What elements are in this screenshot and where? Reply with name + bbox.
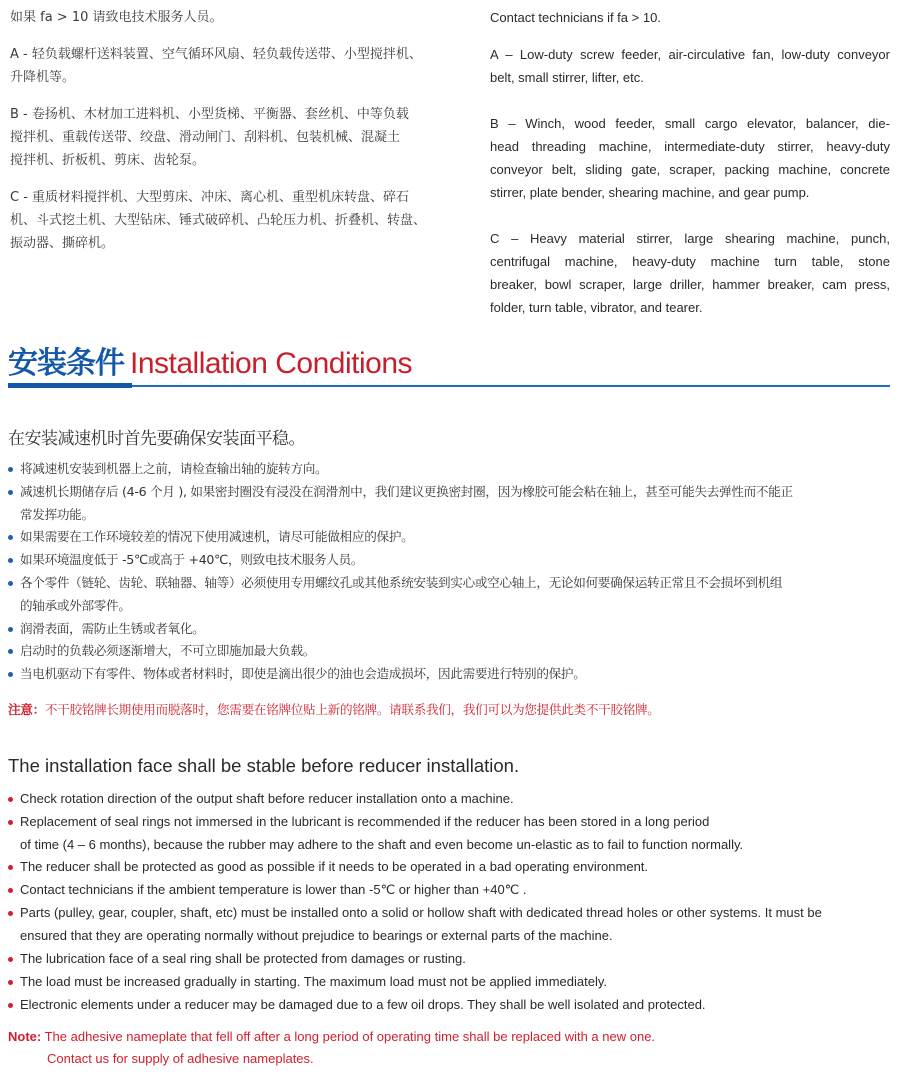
en-contact-text: Contact technicians if fa > 10.	[490, 10, 661, 25]
zh-class-b-line: 搅拌机、重载传送带、绞盘、滑动闸门、刮料机、包装机械、混凝土	[10, 130, 401, 145]
bullet-icon	[8, 865, 13, 870]
zh-class-a-line: A - 轻负载螺杆送料装置、空气循环风扇、轻负载传送带、小型搅拌机、	[10, 47, 422, 62]
bullet-icon	[8, 888, 13, 893]
en-class-a-line: A – Low-duty screw feeder, air-circulative fan, low-duty conveyor	[490, 47, 890, 62]
en-class-c-line: folder, turn table, vibrator, and tearer.	[490, 300, 703, 315]
zh-list-item: 如果需要在工作环境较差的情况下使用减速机，请尽可能做相应的保护。	[8, 526, 893, 549]
en-class-b-line: B – Winch, wood feeder, small cargo elevator, balancer, die-	[490, 116, 890, 131]
zh-class-c-line: C - 重质材料搅拌机、大型剪床、冲床、离心机、重型机床转盘、碎石	[10, 190, 410, 205]
bullet-icon	[8, 490, 13, 495]
bullet-icon	[8, 627, 13, 632]
bullet-icon	[8, 980, 13, 985]
zh-class-b-line: 搅拌机、折板机、剪床、齿轮泵。	[10, 153, 206, 168]
bullet-icon	[8, 558, 13, 563]
en-class-b-line: head threading machine, intermediate-duty stirrer, heavy-duty	[490, 139, 890, 154]
right-column-en	[490, 6, 890, 319]
section-heading	[8, 338, 412, 380]
zh-bullet-list	[8, 458, 893, 686]
zh-list-item: 如果环境温度低于 -5℃或高于 +40℃，则致电技术服务人员。	[8, 549, 893, 572]
zh-note-label: 注意：	[8, 702, 45, 717]
zh-list-item: 当电机驱动下有零件、物体或者材料时，即使是滴出很少的油也会造成损坏，因此需要进行特别的保护。	[8, 663, 893, 686]
en-note-line: The adhesive nameplate that fell off after a long period of operating time shall be replaced with a new one.	[44, 1029, 656, 1044]
bullet-icon	[8, 957, 13, 962]
zh-list-item: 各个零件（链轮、齿轮、联轴器、轴等）必须使用专用螺纹孔或其他系统安装到实心或空心轴上，无论如何要确保运转正常且不会损坏到机组 的轴承或外部零件。	[8, 572, 893, 618]
heading-zh: 安装条件	[8, 346, 124, 381]
heading-accent-bar	[8, 383, 132, 388]
heading-divider	[130, 385, 890, 387]
bullet-icon	[8, 1003, 13, 1008]
heading-en: Installation Conditions	[130, 347, 413, 380]
zh-contact-text: 如果 fa > 10 请致电技术服务人员。	[10, 10, 223, 25]
zh-list-item: 将减速机安装到机器上之前，请检查输出轴的旋转方向。	[8, 458, 893, 481]
en-note	[8, 1026, 655, 1070]
zh-class-c-line: 机、斗式挖土机、大型钻床、锤式破碎机、凸轮压力机、折叠机、转盘、	[10, 213, 427, 228]
bullet-icon	[8, 581, 13, 586]
zh-note	[8, 699, 660, 718]
en-note-label: Note:	[8, 1029, 42, 1044]
bullet-icon	[8, 535, 13, 540]
zh-note-text: 不干胶铭牌长期使用而脱落时，您需要在铭牌位贴上新的铭牌。请联系我们，我们可以为您提供此类不干胶铭牌。	[44, 702, 660, 717]
zh-class-a-line: 升降机等。	[10, 70, 76, 85]
zh-list-item: 启动时的负载必须逐渐增大，不可立即施加最大负载。	[8, 640, 893, 663]
en-list-item: Check rotation direction of the output shaft before reducer installation onto a machine.	[8, 788, 893, 811]
en-list-item: Contact technicians if the ambient temperature is lower than -5℃ or higher than +40℃ .	[8, 879, 893, 902]
en-class-b-line: stirrer, plate bender, shearing machine, and gear pump.	[490, 185, 810, 200]
zh-class-c-line: 振动器、撕碎机。	[10, 236, 115, 251]
en-list-item: The lubrication face of a seal ring shall be protected from damages or rusting.	[8, 948, 893, 971]
zh-class-b-line: B - 卷扬机、木材加工进料机、小型货梯、平衡器、套丝机、中等负载	[10, 107, 409, 122]
en-class-b-line: conveyor belt, sliding gate, scraper, packing machine, concrete	[490, 162, 890, 177]
zh-intro: 在安装减速机时首先要确保安装面平稳。	[8, 429, 305, 449]
bullet-icon	[8, 649, 13, 654]
bullet-icon	[8, 672, 13, 677]
bullet-icon	[8, 820, 13, 825]
en-list-item: Replacement of seal rings not immersed in the lubricant is recommended if the reducer has been stored in a long period of time (4 – 6 months), because the rubber may adhere to the shaft and even become un-elastic as to fail to function normally.	[8, 811, 893, 857]
en-list-item: Electronic elements under a reducer may be damaged due to a few oil drops. They shall be well isolated and protected.	[8, 994, 893, 1017]
en-note-line: Contact us for supply of adhesive nameplates.	[47, 1051, 314, 1066]
zh-list-item: 润滑表面，需防止生锈或者氧化。	[8, 618, 893, 641]
bullet-icon	[8, 467, 13, 472]
en-bullet-list	[8, 788, 893, 1017]
left-column-zh	[10, 6, 435, 255]
en-list-item: The load must be increased gradually in starting. The maximum load must not be applied immediately.	[8, 971, 893, 994]
en-list-item: Parts (pulley, gear, coupler, shaft, etc) must be installed onto a solid or hollow shaft with dedicated thread holes or other systems. It must be ensured that they are operating normally without prejudice to bearings or external parts of the machine.	[8, 902, 893, 948]
bullet-icon	[8, 797, 13, 802]
en-intro: The installation face shall be stable before reducer installation.	[8, 755, 520, 776]
bullet-icon	[8, 911, 13, 916]
en-class-c-line: breaker, bowl scraper, large driller, hammer breaker, cam press,	[490, 277, 890, 292]
en-class-a-line: belt, small stirrer, lifter, etc.	[490, 70, 644, 85]
zh-list-item: 减速机长期储存后 (4-6 个月 ), 如果密封圈没有浸没在润滑剂中，我们建议更换密封圈，因为橡胶可能会粘在轴上，甚至可能失去弹性而不能正 常发挥功能。	[8, 481, 893, 527]
en-list-item: The reducer shall be protected as good as possible if it needs to be operated in a bad operating environment.	[8, 856, 893, 879]
en-class-c-line: C – Heavy material stirrer, large shearing machine, punch,	[490, 231, 890, 246]
en-class-c-line: centrifugal machine, heavy-duty machine turn table, stone	[490, 254, 890, 269]
